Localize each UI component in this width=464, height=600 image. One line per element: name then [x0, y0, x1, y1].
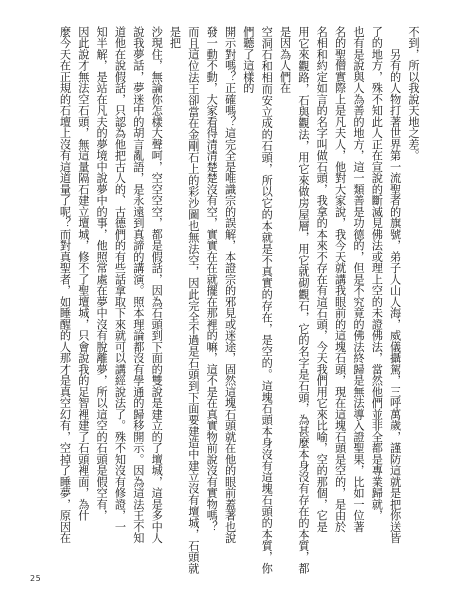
- text-column: 不到，所以我說天地之差。: [407, 26, 420, 161]
- page-number: 25: [30, 574, 42, 583]
- text-column: 名相和約定如言的名字叫做石頭，我拿的本來不存在有這石頭，今天我們用它來比喻，空的那個，它是: [315, 26, 329, 533]
- text-column: 沙現住，無論你怎樣大聲呵，空空空空，都是假話，因為石頭到下面的雙說是建立的了壇城，這是多中人: [150, 26, 164, 544]
- text-column: 因此說才無法空石頭，無這量隔石建立壇城，修不了聖壇城，只會說我的足智裡建了石頭裡面，為什: [76, 26, 90, 521]
- text-column: 空洞石和相而安立成的石頭，所以它的本就是不真實的存在，是空的。這塊石頭本身沒有這塊石頭的本質，你們聽了這樣的: [241, 26, 274, 574]
- text-column: 也有是說與人為善的地方，這一類善是功德的，但是不究竟的佛法終歸是無法導入證聖果，比如一位著: [351, 26, 365, 533]
- text-column: 麼今天在正規的石壇上沒有這道量了呢？而對真聖者，如睡醒的人那才是真空幻有，空掉了睡夢，原因在: [58, 26, 72, 544]
- text-column: 知半解，是站在凡夫的夢境中說夢中的事，他照常處在夢中沒有脫離夢，所以這空的石頭是假空有，: [95, 26, 109, 521]
- vertical-text-body: [58, 26, 422, 574]
- text-column: 名的聖僧實際上是凡夫人，他對大家說，我今天就講我眼前的這塊石頭，現在這塊石頭是空的，是由於: [333, 26, 347, 533]
- text-column: 發一動不動，大家看得清清楚楚沒有空，實實在在就擺在那裡的嘛，這不是在真實物前說沒有實物嗎？: [205, 26, 219, 533]
- text-column: 用它來觀路，石與觀法，用它來做房屋層，用它就砌觀石，它的名字是石頭，為甚麼本身沒有存在的本質，都是因為人們在: [278, 26, 310, 574]
- text-column: 而且這位法王卻當在金剛石上的彩沙圖也無法空，因此完全不過是石頭到下面要建造中建立沒有壇城，石頭就是把: [168, 26, 200, 574]
- text-column: 道他在說假話，只認為他把古人的、古德們的有些話拿取下來就可以講經說法了。殊不知沒有修證，一: [113, 26, 127, 533]
- text-column: 開示對嗎？正確嗎？這完全是唯識宗的誤解，本證宗的邪見或迷途，固然這塊石頭就在他的眼前蓋著也說: [223, 26, 237, 544]
- text-column: 說我夢話，夢迷中的胡言亂語，是永遠到真諦的講演。照本理論都沒有學通的歸移開示。因為這法王不知: [131, 26, 145, 544]
- text-column: 另有的人物打著世界第一流聖者的旗號，弟子人山人海，威儀攝駕，三呼萬歲，謹防這就是把你送皆: [388, 26, 402, 544]
- text-column: 了的地方，殊不知此人正在宣說的斷滅見佛法或理上空的未證佛法，當然他們並非全都是專業歸就，: [370, 26, 384, 521]
